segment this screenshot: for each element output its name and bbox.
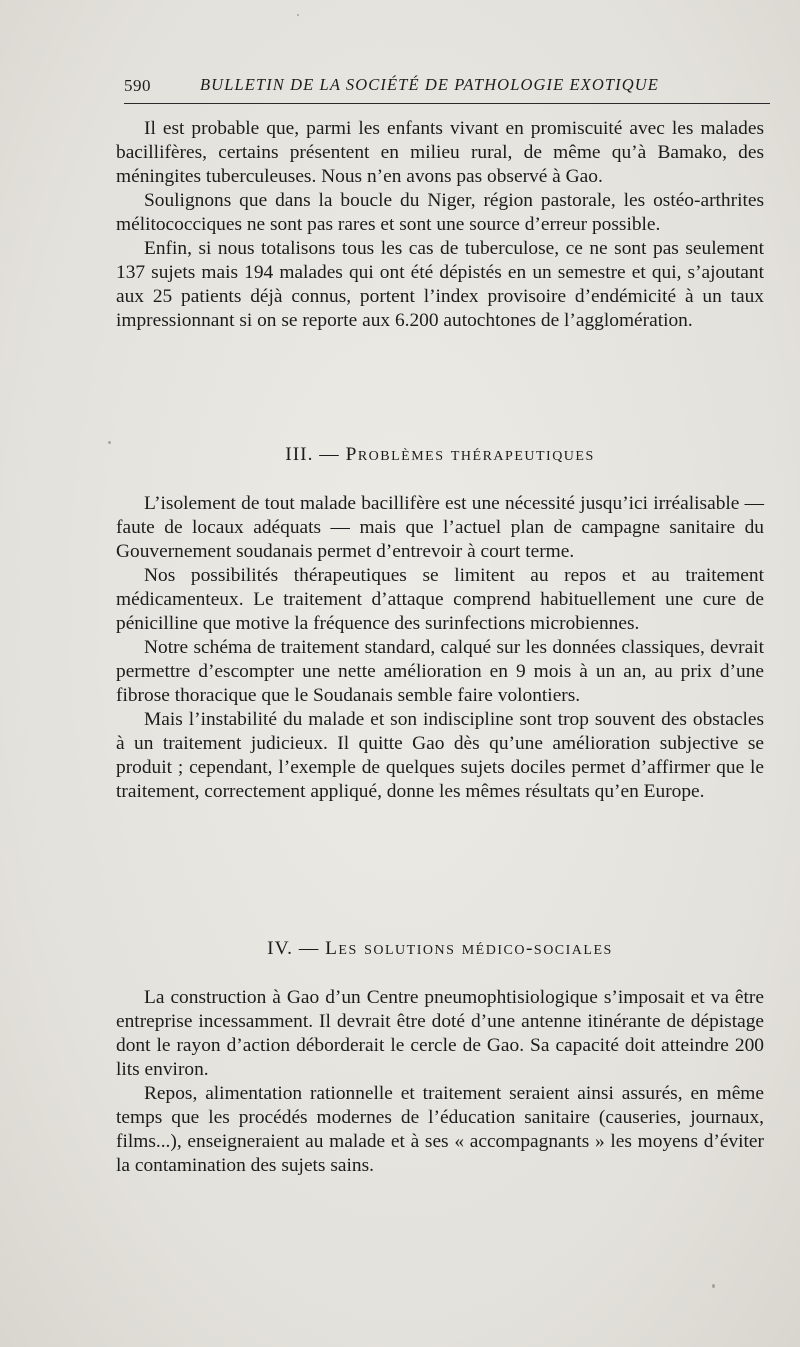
section-heading-4 [116,938,764,960]
scan-speck [108,441,111,444]
paragraph-construction: La construction à Gao d’un Centre pneumophtisiologique s’imposait et va être entreprise incessamment. Il devrait être doté d’une antenne itinérante de dépistage dont le rayon d’action déborderait le cercle de Gao. Sa capacité doit atteindre 200 lits environ. [116,987,764,1080]
section-top-text [116,117,764,333]
paragraph-possibilites: Nos possibilités thérapeutiques se limitent au repos et au traitement médicamenteux. Le traitement d’attaque comprend habituellement une cure de pénicilline que motive la fréquence des surinfections microbiennes. [116,565,764,634]
section-title-4: Les solutions médico-sociales [325,938,613,959]
running-title: BULLETIN DE LA SOCIÉTÉ DE PATHOLOGIE EXOTIQUE [200,75,659,94]
section-number-3: III. — [285,444,340,465]
section-4-text [116,986,764,1178]
page-number: 590 [124,76,151,95]
paragraph-schema: Notre schéma de traitement standard, calqué sur les données classiques, devrait permettre d’escompter une nette amélioration en 9 mois à un an, au prix d’une fibrose thoracique que le Soudanais semble faire volontiers. [116,637,764,706]
paragraph-instabilite: Mais l’instabilité du malade et son indiscipline sont trop souvent des obstacles à un traitement judicieux. Il quitte Gao dès qu’une amélioration subjective se produit ; cependant, l’exemple de quelques sujets dociles permet d’affirmer que le traitement, correctement appliqué, donne les mêmes résultats qu’en Europe. [116,709,764,802]
paragraph-totalisation: Enfin, si nous totalisons tous les cas de tuberculose, ce ne sont pas seulement 137 sujets mais 194 malades qui ont été dépistés en un semestre et qui, s’ajoutant aux 25 patients déjà connus, portent l’index provisoire d’endémicité à un taux impressionnant si on se reporte aux 6.200 autochtones de l’agglomération. [116,238,764,331]
paragraph-osteo-arthrites: Soulignons que dans la boucle du Niger, région pastorale, les ostéo-arthrites mélitococciques ne sont pas rares et sont une source d’erreur possible. [116,190,764,235]
header-rule [124,103,770,104]
section-heading-3 [116,444,764,466]
paragraph-meningites: Il est probable que, parmi les enfants vivant en promiscuité avec les malades bacillifères, certains présentent en milieu rural, de même qu’à Bamako, des méningites tuberculeuses. Nous n’en avons pas observé à Gao. [116,118,764,187]
section-number-4: IV. — [267,938,320,959]
paragraph-isolement: L’isolement de tout malade bacillifère est une nécessité jusqu’ici irréalisable — faute de locaux adéquats — mais que l’actuel plan de campagne sanitaire du Gouvernement soudanais permet d’entrevoir à court terme. [116,493,764,562]
paragraph-repos: Repos, alimentation rationnelle et traitement seraient ainsi assurés, en même temps que les procédés modernes de l’éducation sanitaire (causeries, journaux, films...), enseigneraient au malade et à ses « accompagnants » les moyens d’éviter la contamination des sujets sains. [116,1083,764,1176]
page-header [124,72,770,98]
section-title-3: Problèmes thérapeutiques [345,444,595,465]
scan-speck [297,14,299,16]
scan-speck [712,1284,715,1288]
section-3-text [116,492,764,804]
